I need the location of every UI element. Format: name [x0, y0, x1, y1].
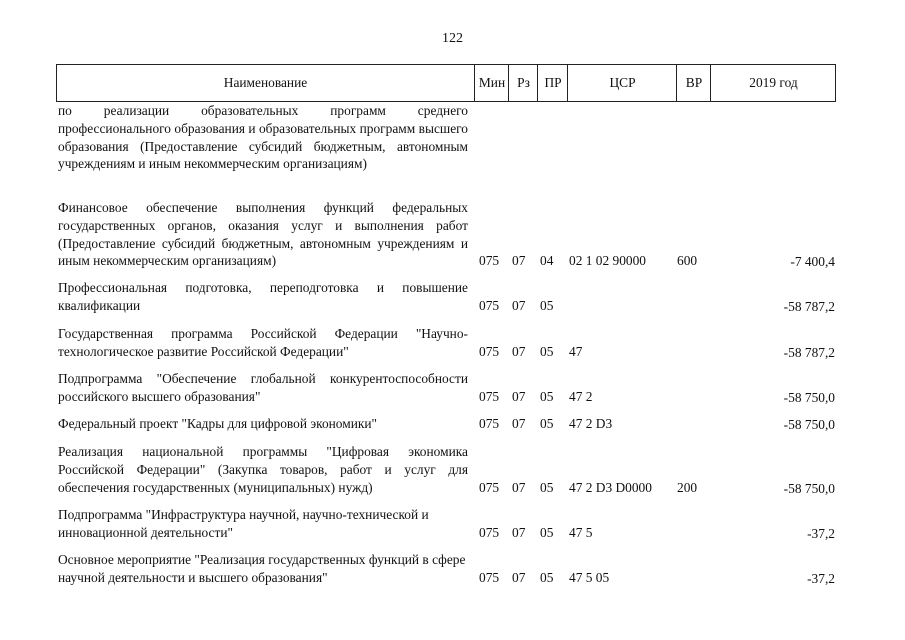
row-pr: 05 — [540, 344, 554, 359]
row-name: Федеральный проект "Кадры для цифровой экономики" — [58, 416, 378, 431]
row-amount: -58 750,0 — [783, 390, 835, 405]
row-amount: -37,2 — [807, 571, 835, 586]
row-pr: 04 — [540, 253, 554, 268]
row-amount: -58 750,0 — [783, 417, 835, 432]
header-vr: ВР — [676, 65, 711, 101]
row-amount: -58 787,2 — [783, 299, 835, 314]
header-rz: Рз — [508, 65, 538, 101]
row-pr: 05 — [540, 480, 554, 495]
row-csr: 47 5 — [569, 525, 593, 540]
header-year: 2019 год — [710, 65, 836, 101]
row-csr: 47 — [569, 344, 583, 359]
row-amount: -37,2 — [807, 526, 835, 541]
row-amount: -58 750,0 — [783, 481, 835, 496]
table-header — [56, 64, 836, 102]
row-csr: 47 2 D3 — [569, 416, 613, 431]
row-name: Реализация национальной программы "Цифровая экономика Российской Федерации" (Закупка товаров, работ и услуг для обеспечения государственных (муниципальных) нужд) — [58, 444, 468, 495]
row-min: 075 — [479, 253, 500, 268]
row-rz: 07 — [512, 344, 526, 359]
row-pr: 05 — [540, 525, 554, 540]
row-csr: 47 2 D3 D0000 — [569, 480, 652, 495]
row-min: 075 — [479, 389, 500, 404]
row-amount: -7 400,4 — [790, 254, 835, 269]
row-pr: 05 — [540, 416, 554, 431]
row-pr: 05 — [540, 389, 554, 404]
row-csr: 47 5 05 — [569, 570, 610, 585]
header-pr: ПР — [537, 65, 568, 101]
row-name: Профессиональная подготовка, переподготовка и повышение квалификации — [58, 280, 468, 313]
header-name: Наименование — [223, 75, 308, 90]
row-name: Финансовое обеспечение выполнения функций федеральных государственных органов, оказания услуг и выполнения работ (Предоставление субсидий бюджетным, автономным учреждениям и иным некоммерческим организациям) — [58, 200, 468, 269]
row-min: 075 — [479, 480, 500, 495]
row-rz: 07 — [512, 253, 526, 268]
row-min: 075 — [479, 344, 500, 359]
row-amount: -58 787,2 — [783, 345, 835, 360]
row-min: 075 — [479, 525, 500, 540]
header-csr: ЦСР — [567, 65, 677, 101]
row-vr: 600 — [677, 253, 698, 268]
row-pr: 05 — [540, 298, 554, 313]
row-rz: 07 — [512, 525, 526, 540]
row-name: по реализации образовательных программ среднего профессионального образования и образовательных программ высшего образования (Предоставление субсидий бюджетным, автономным учреждениям и иным некоммерческим организациям) — [58, 103, 468, 172]
row-min: 075 — [479, 416, 500, 431]
row-rz: 07 — [512, 416, 526, 431]
row-rz: 07 — [512, 570, 526, 585]
row-name: Основное мероприятие "Реализация государственных функций в сфере научной деятельности и высшего образования" — [58, 552, 466, 585]
row-rz: 07 — [512, 298, 526, 313]
row-name: Государственная программа Российской Федерации "Научно-технологическое развитие Российской Федерации" — [58, 326, 468, 359]
row-min: 075 — [479, 570, 500, 585]
row-csr: 47 2 — [569, 389, 593, 404]
row-rz: 07 — [512, 389, 526, 404]
row-vr: 200 — [677, 480, 698, 495]
row-pr: 05 — [540, 570, 554, 585]
row-rz: 07 — [512, 480, 526, 495]
row-csr: 02 1 02 90000 — [569, 253, 646, 268]
row-name: Подпрограмма "Инфраструктура научной, научно-технической и инновационной деятельности" — [58, 507, 429, 540]
row-name: Подпрограмма "Обеспечение глобальной конкурентоспособности российского высшего образования" — [58, 371, 468, 404]
header-min: Мин — [474, 65, 509, 101]
row-min: 075 — [479, 298, 500, 313]
page-number: 122 — [442, 31, 463, 46]
